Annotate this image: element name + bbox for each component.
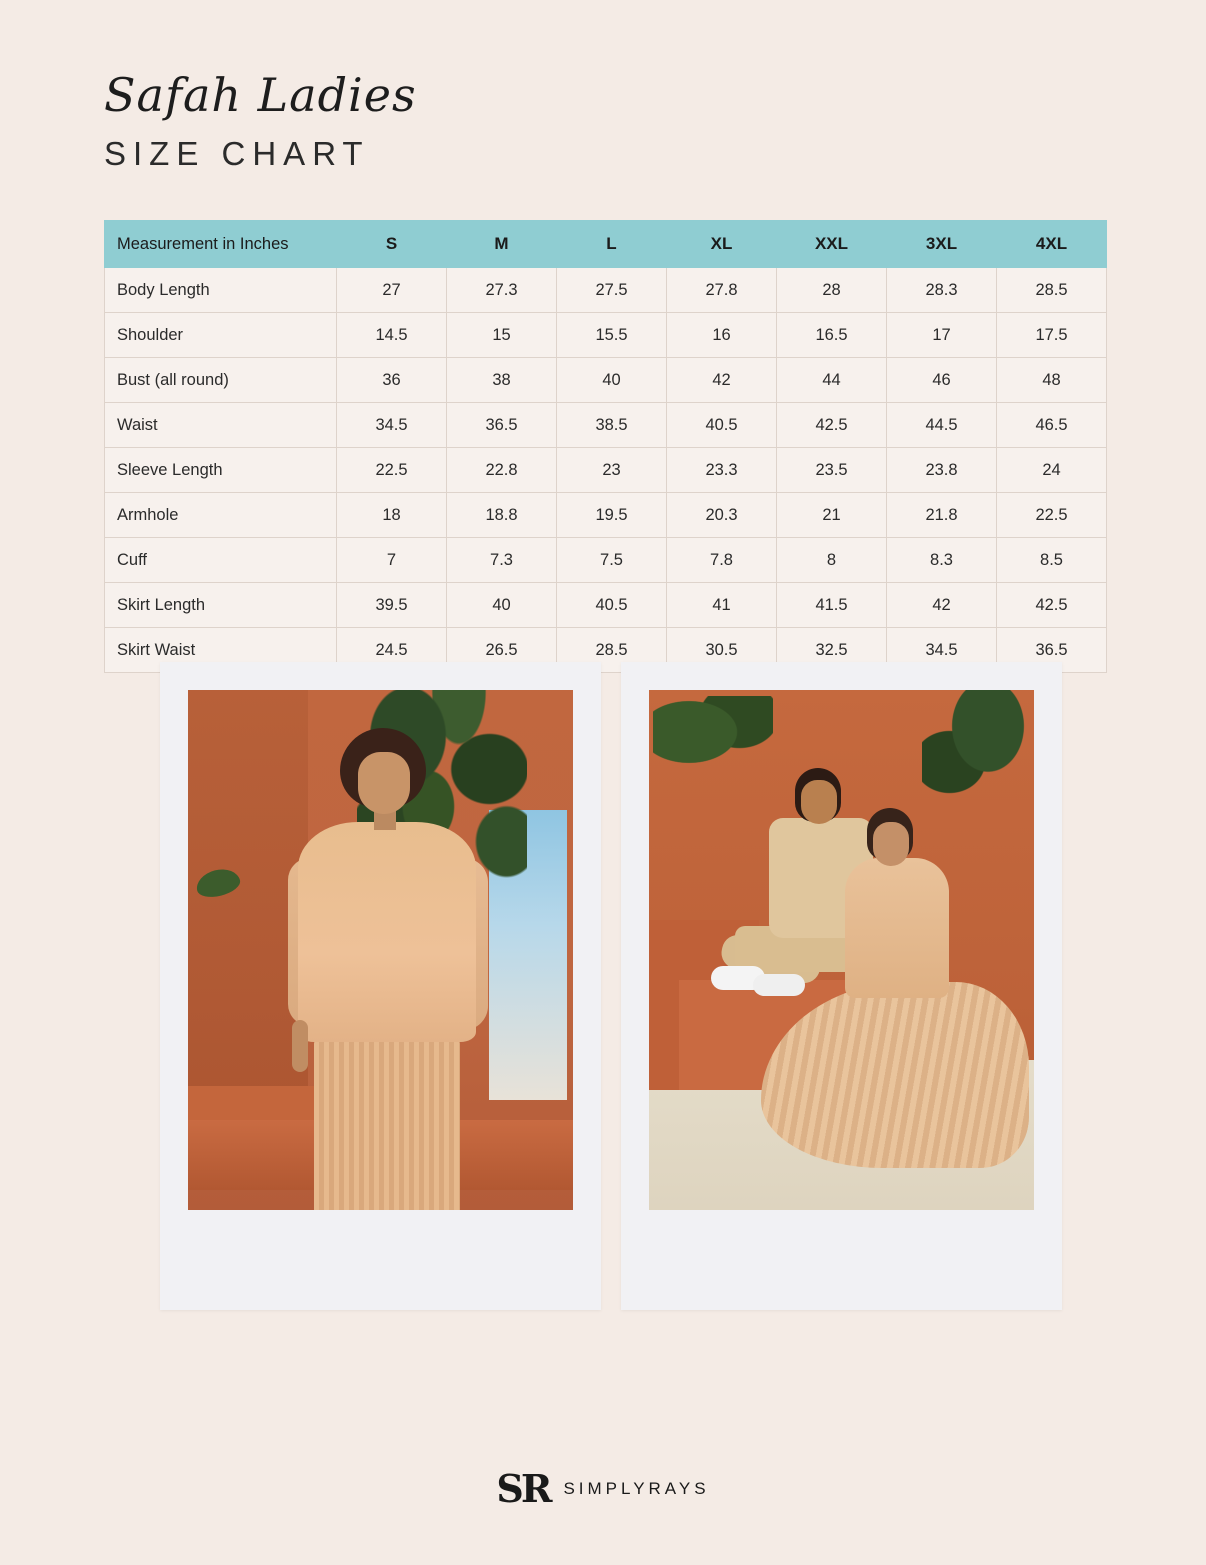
polaroid-frame-right [621, 662, 1062, 1310]
female-model-top [845, 858, 949, 998]
cell-value: 14.5 [337, 313, 447, 358]
cell-value: 40 [447, 583, 557, 628]
row-label: Waist [105, 403, 337, 448]
table-header-row [105, 221, 1107, 268]
column-header-xl: XL [667, 221, 777, 268]
column-header-s: S [337, 221, 447, 268]
table-row [105, 538, 1107, 583]
cell-value: 21 [777, 493, 887, 538]
cell-value: 28.5 [997, 268, 1107, 313]
male-model-shoe [753, 974, 805, 996]
cell-value: 28 [777, 268, 887, 313]
blouse-top [298, 822, 476, 1042]
cell-value: 40.5 [667, 403, 777, 448]
cell-value: 39.5 [337, 583, 447, 628]
model-face [358, 752, 410, 814]
cell-value: 30.5 [667, 628, 777, 673]
row-label: Shoulder [105, 313, 337, 358]
cell-value: 40 [557, 358, 667, 403]
cell-value: 7.5 [557, 538, 667, 583]
cell-value: 38.5 [557, 403, 667, 448]
cell-value: 41.5 [777, 583, 887, 628]
page-header [104, 70, 417, 173]
row-label: Skirt Waist [105, 628, 337, 673]
cell-value: 38 [447, 358, 557, 403]
column-header-xxl: XXL [777, 221, 887, 268]
cell-value: 8.5 [997, 538, 1107, 583]
pleated-skirt [314, 1038, 460, 1210]
polaroid-frame-left [160, 662, 601, 1310]
cell-value: 18 [337, 493, 447, 538]
cell-value: 28.3 [887, 268, 997, 313]
cell-value: 22.5 [997, 493, 1107, 538]
cell-value: 15.5 [557, 313, 667, 358]
cell-value: 34.5 [887, 628, 997, 673]
cell-value: 36 [337, 358, 447, 403]
cell-value: 22.8 [447, 448, 557, 493]
cell-value: 16 [667, 313, 777, 358]
brand-logo-text: SIMPLYRAYS [563, 1479, 710, 1498]
cell-value: 46 [887, 358, 997, 403]
cell-value: 42 [887, 583, 997, 628]
size-table-wrapper [104, 220, 1104, 673]
table-row [105, 358, 1107, 403]
cell-value: 42.5 [777, 403, 887, 448]
cell-value: 24.5 [337, 628, 447, 673]
cell-value: 20.3 [667, 493, 777, 538]
cell-value: 17 [887, 313, 997, 358]
table-row [105, 448, 1107, 493]
table-head [105, 221, 1107, 268]
cell-value: 41 [667, 583, 777, 628]
column-header-3xl: 3XL [887, 221, 997, 268]
row-label: Skirt Length [105, 583, 337, 628]
cell-value: 8.3 [887, 538, 997, 583]
row-label: Cuff [105, 538, 337, 583]
cell-value: 27.8 [667, 268, 777, 313]
female-model-face [873, 822, 909, 866]
cell-value: 44.5 [887, 403, 997, 448]
cell-value: 24 [997, 448, 1107, 493]
couple-photo [649, 690, 1034, 1210]
male-model-face [801, 780, 837, 824]
column-header-4xl: 4XL [997, 221, 1107, 268]
cell-value: 23.8 [887, 448, 997, 493]
brand-name: Safah Ladies [104, 68, 417, 122]
table-body [105, 268, 1107, 673]
cell-value: 7.3 [447, 538, 557, 583]
cell-value: 15 [447, 313, 557, 358]
cell-value: 36.5 [447, 403, 557, 448]
cell-value: 34.5 [337, 403, 447, 448]
cell-value: 16.5 [777, 313, 887, 358]
cell-value: 23 [557, 448, 667, 493]
cell-value: 21.8 [887, 493, 997, 538]
row-label: Armhole [105, 493, 337, 538]
table-row [105, 268, 1107, 313]
cell-value: 40.5 [557, 583, 667, 628]
cell-value: 48 [997, 358, 1107, 403]
cell-value: 28.5 [557, 628, 667, 673]
page-footer [0, 1466, 1206, 1511]
cell-value: 23.5 [777, 448, 887, 493]
row-label: Body Length [105, 268, 337, 313]
cell-value: 46.5 [997, 403, 1107, 448]
table-row [105, 403, 1107, 448]
cell-value: 42.5 [997, 583, 1107, 628]
cell-value: 7 [337, 538, 447, 583]
leaf-icon [653, 696, 773, 786]
column-header-l: L [557, 221, 667, 268]
cell-value: 19.5 [557, 493, 667, 538]
page-title: SIZE CHART [104, 134, 370, 172]
cell-value: 18.8 [447, 493, 557, 538]
cell-value: 42 [667, 358, 777, 403]
cell-value: 7.8 [667, 538, 777, 583]
cell-value: 44 [777, 358, 887, 403]
cell-value: 27.3 [447, 268, 557, 313]
cell-value: 8 [777, 538, 887, 583]
cell-value: 36.5 [997, 628, 1107, 673]
size-chart-table [104, 220, 1107, 673]
row-label: Bust (all round) [105, 358, 337, 403]
cell-value: 27.5 [557, 268, 667, 313]
cell-value: 32.5 [777, 628, 887, 673]
row-label: Sleeve Length [105, 448, 337, 493]
foliage-icon [922, 690, 1032, 810]
photo-gallery [160, 662, 1050, 1310]
brand-logo-icon: SR [496, 1466, 550, 1511]
table-row [105, 583, 1107, 628]
table-row [105, 493, 1107, 538]
model-arm [292, 1020, 308, 1072]
cell-value: 22.5 [337, 448, 447, 493]
cell-value: 23.3 [667, 448, 777, 493]
column-header-measurement: Measurement in Inches [105, 221, 337, 268]
model-front-photo [188, 690, 573, 1210]
table-row [105, 313, 1107, 358]
column-header-m: M [447, 221, 557, 268]
cell-value: 26.5 [447, 628, 557, 673]
cell-value: 27 [337, 268, 447, 313]
cell-value: 17.5 [997, 313, 1107, 358]
